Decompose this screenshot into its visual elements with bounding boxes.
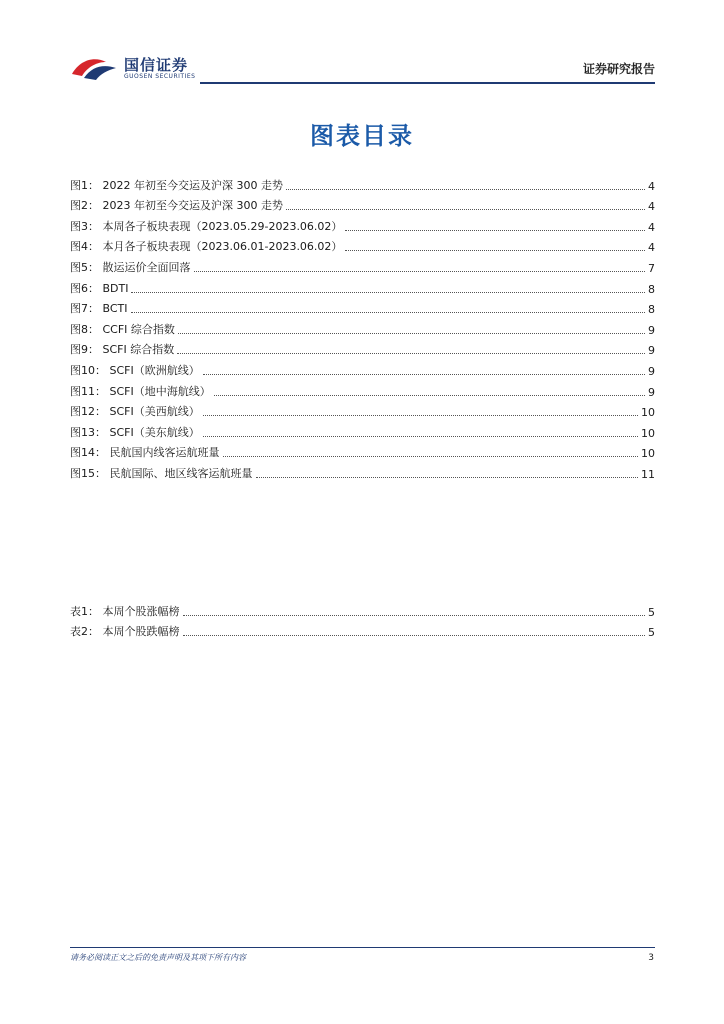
figure-entry-label: 图13： SCFI（美东航线） [70,425,200,439]
figure-entry-label: 图4： 本月各子板块表现（2023.06.01-2023.06.02） [70,240,343,254]
dot-leader [131,312,646,313]
table-entry[interactable] [70,598,655,619]
dot-leader [345,250,645,251]
footer-disclaimer: 请务必阅读正文之后的免责声明及其项下所有内容 [70,953,246,962]
footer-divider [70,947,655,948]
figure-entry[interactable] [70,440,655,461]
figure-entry[interactable] [70,460,655,481]
figure-entry-page: 8 [648,303,655,317]
figure-entry-page: 4 [648,241,655,255]
figure-entry-label: 图6： BDTI [70,281,129,295]
table-entry-label: 表2： 本周个股跌幅榜 [70,625,180,639]
brand-name: 国信证券 [124,56,189,74]
figure-entry-page: 11 [641,467,655,481]
dot-leader [178,333,645,334]
figure-entry-label: 图1： 2022 年初至今交运及沪深 300 走势 [70,178,283,192]
dot-leader [214,395,645,396]
figure-entry-label: 图9： SCFI 综合指数 [70,343,175,357]
figure-entry-page: 9 [648,385,655,399]
figure-entry-page: 9 [648,344,655,358]
table-entry-page: 5 [648,626,655,640]
figure-entry-page: 8 [648,282,655,296]
dot-leader [286,189,645,190]
figure-entry-page: 9 [648,323,655,337]
dot-leader [183,635,646,636]
guosen-logo-icon [70,52,120,82]
figure-entry-label: 图7： BCTI [70,302,128,316]
figure-entry[interactable] [70,296,655,317]
dot-leader [177,353,645,354]
brand-logo [70,52,260,82]
figure-entry[interactable] [70,213,655,234]
figure-entry[interactable] [70,234,655,255]
figure-entry[interactable] [70,337,655,358]
figure-entry-page: 4 [648,220,655,234]
figure-entry[interactable] [70,399,655,420]
figure-entry-page: 10 [641,406,655,420]
report-type: 证券研究报告 [582,62,655,76]
figure-entry[interactable] [70,254,655,275]
figure-entry[interactable] [70,172,655,193]
figure-entry-label: 图10： SCFI（欧洲航线） [70,363,200,377]
figure-list [70,172,655,481]
dot-leader [286,209,645,210]
dot-leader [131,292,645,293]
figure-entry-page: 9 [648,364,655,378]
dot-leader [203,374,645,375]
brand-name-en: GUOSEN SECURITIES [124,73,196,80]
dot-leader [203,415,638,416]
dot-leader [223,456,639,457]
figure-entry-page: 4 [648,179,655,193]
toc-title: 图表目录 [310,122,414,150]
table-entry[interactable] [70,619,655,640]
dot-leader [183,615,646,616]
dot-leader [345,230,645,231]
header-divider [200,82,655,84]
table-entry-label: 表1： 本周个股涨幅榜 [70,604,180,618]
dot-leader [194,271,646,272]
figure-entry-page: 10 [641,426,655,440]
figure-entry-label: 图3： 本周各子板块表现（2023.05.29-2023.06.02） [70,219,343,233]
figure-entry-label: 图15： 民航国际、地区线客运航班量 [70,466,253,480]
table-entry-page: 5 [648,605,655,619]
figure-entry-label: 图2： 2023 年初至今交运及沪深 300 走势 [70,199,283,213]
figure-entry-page: 10 [641,447,655,461]
figure-entry-label: 图5： 散运运价全面回落 [70,260,191,274]
figure-entry[interactable] [70,193,655,214]
figure-entry-page: 7 [648,261,655,275]
dot-leader [203,436,638,437]
figure-entry-label: 图12： SCFI（美西航线） [70,405,200,419]
figure-entry[interactable] [70,378,655,399]
page-number: 3 [648,953,654,963]
figure-entry[interactable] [70,275,655,296]
figure-entry[interactable] [70,316,655,337]
figure-entry[interactable] [70,419,655,440]
table-list [70,598,655,639]
figure-entry-label: 图14： 民航国内线客运航班量 [70,446,220,460]
figure-entry-page: 4 [648,200,655,214]
figure-entry-label: 图8： CCFI 综合指数 [70,322,175,336]
figure-entry[interactable] [70,357,655,378]
figure-entry-label: 图11： SCFI（地中海航线） [70,384,211,398]
dot-leader [256,477,639,478]
page-header [70,48,655,84]
